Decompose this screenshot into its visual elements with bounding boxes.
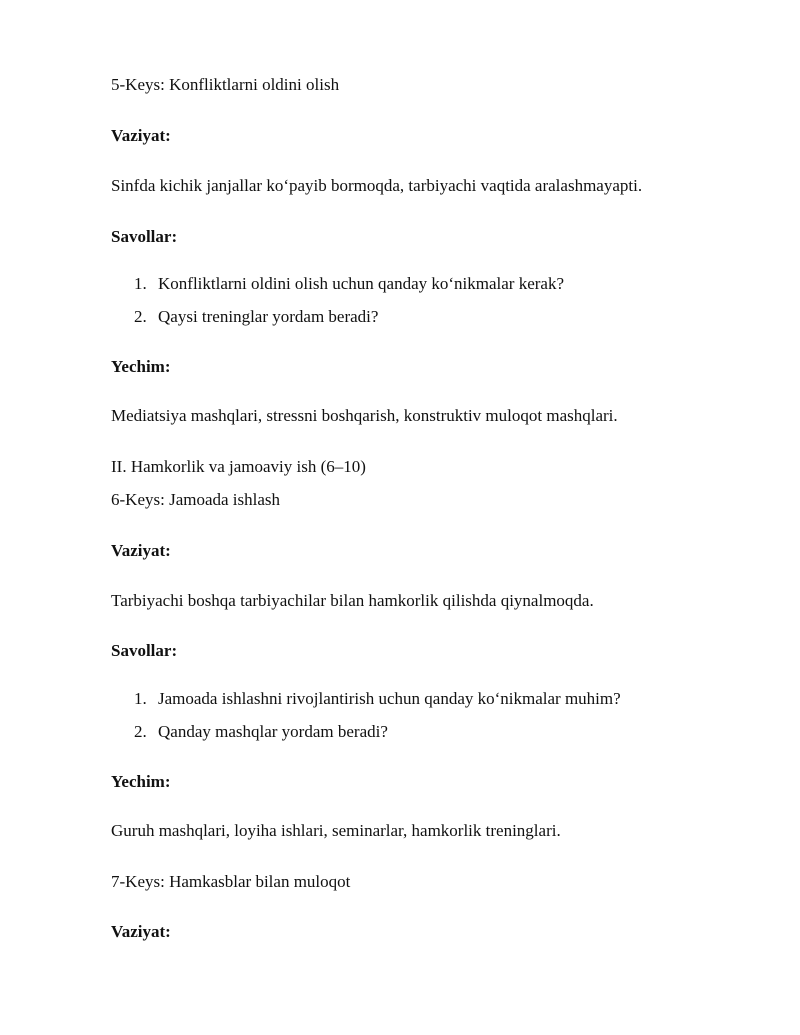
- list-item: [134, 274, 564, 294]
- case6-situation-label: Vaziyat:: [111, 541, 171, 560]
- case7-situation-label: Vaziyat:: [111, 922, 171, 941]
- list-item: [134, 307, 378, 327]
- case6-solution-label: Yechim:: [111, 772, 171, 791]
- case6-solution-text: Guruh mashqlari, loyiha ishlari, seminarlar, hamkorlik treninglari.: [111, 821, 561, 840]
- list-number: 2.: [134, 722, 147, 741]
- list-text: Konfliktlarni oldini olish uchun qanday ko‘nikmalar kerak?: [158, 274, 565, 293]
- list-text: Qaysi treninglar yordam beradi?: [158, 307, 379, 326]
- case5-solution-label: Yechim:: [111, 357, 171, 376]
- case5-situation-text: Sinfda kichik janjallar ko‘payib bormoqda, tarbiyachi vaqtida aralashmayapti.: [111, 176, 643, 195]
- list-number: 2.: [134, 307, 147, 326]
- case7-title: 7-Keys: Hamkasblar bilan muloqot: [111, 872, 351, 891]
- case6-title: 6-Keys: Jamoada ishlash: [111, 490, 281, 509]
- list-text: Qanday mashqlar yordam beradi?: [158, 722, 388, 741]
- section-title: II. Hamkorlik va jamoaviy ish (6–10): [111, 457, 366, 476]
- list-number: 1.: [134, 689, 147, 708]
- list-number: 1.: [134, 274, 147, 293]
- case5-situation-label: Vaziyat:: [111, 126, 171, 145]
- case5-questions-label: Savollar:: [111, 227, 178, 246]
- list-item: [134, 722, 388, 742]
- case5-solution-text: Mediatsiya mashqlari, stressni boshqarish, konstruktiv muloqot mashqlari.: [111, 406, 618, 425]
- case6-situation-text: Tarbiyachi boshqa tarbiyachilar bilan hamkorlik qilishda qiynalmoqda.: [111, 591, 594, 610]
- case6-questions-label: Savollar:: [111, 641, 178, 660]
- case5-title: 5-Keys: Konfliktlarni oldini olish: [111, 75, 340, 94]
- list-item: [134, 689, 621, 709]
- list-text: Jamoada ishlashni rivojlantirish uchun qanday ko‘nikmalar muhim?: [158, 689, 621, 708]
